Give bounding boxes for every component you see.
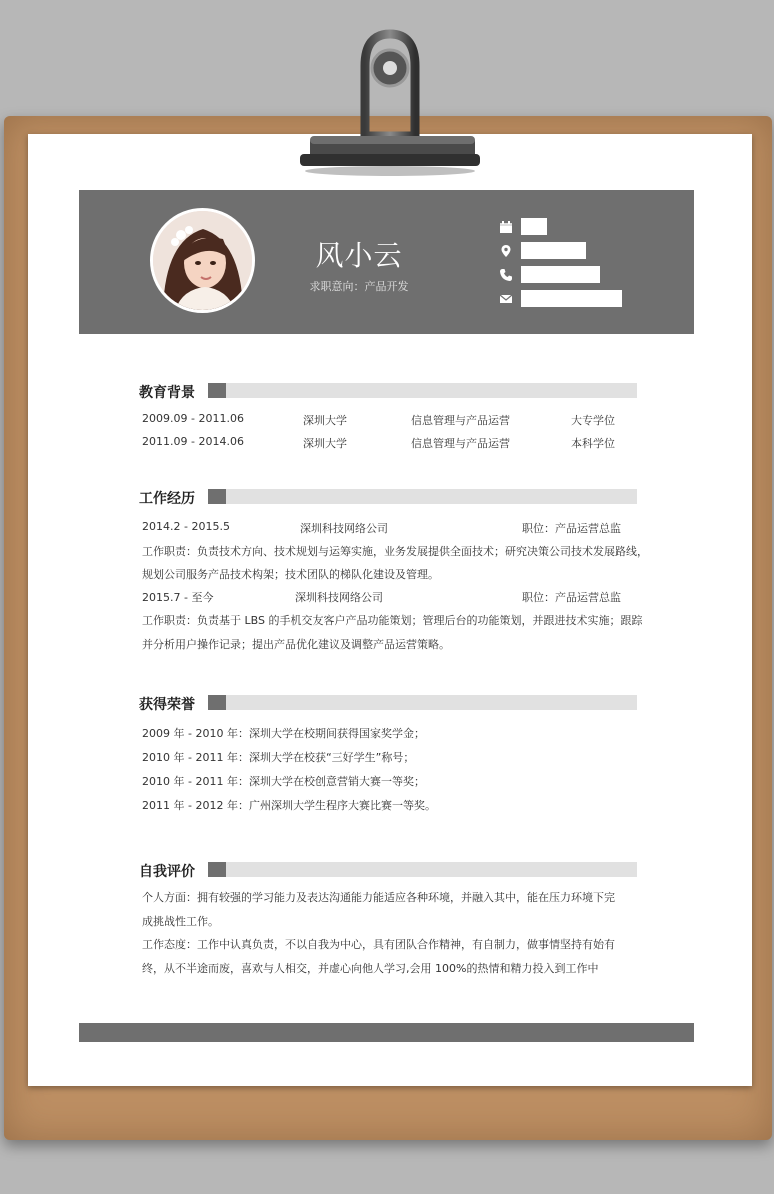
edu-major: 信息管理与产品运营 bbox=[411, 414, 510, 427]
job-intent: 求职意向：产品开发 bbox=[309, 280, 409, 293]
honor-item: 2010 年 - 2011 年：深圳大学在校创意营销大赛一等奖； bbox=[142, 775, 425, 788]
contact-value bbox=[521, 242, 586, 259]
job-period: 2014.2 - 2015.5 bbox=[142, 520, 230, 533]
mail-icon bbox=[499, 292, 513, 306]
section-marker bbox=[208, 489, 226, 504]
honor-item: 2009 年 - 2010 年：深圳大学在校期间获得国家奖学金； bbox=[142, 727, 425, 740]
job-company: 深圳科技网络公司 bbox=[295, 591, 383, 604]
section-title-education: 教育背景 bbox=[139, 385, 195, 401]
contact-value bbox=[521, 290, 622, 307]
edu-degree: 本科学位 bbox=[571, 437, 615, 450]
edu-major: 信息管理与产品运营 bbox=[411, 437, 510, 450]
self-eval-attitude: 工作态度：工作中认真负责，不以自我为中心，具有团队合作精神，有自制力，做事情坚持有始有终，从不半途而废，喜欢与人相交，并虚心向他人学习,会用 100%的热情和精力投入到工作中 bbox=[142, 938, 615, 975]
edu-school: 深圳大学 bbox=[303, 437, 347, 450]
phone-icon bbox=[499, 268, 513, 282]
edu-period: 2009.09 - 2011.06 bbox=[142, 412, 244, 425]
resume-header bbox=[79, 190, 694, 334]
section-divider bbox=[226, 862, 637, 877]
job-position: 职位：产品运营总监 bbox=[522, 522, 621, 535]
contact-value bbox=[521, 218, 547, 235]
section-divider bbox=[226, 695, 637, 710]
binder-clip-icon bbox=[295, 26, 480, 176]
edu-period: 2011.09 - 2014.06 bbox=[142, 435, 244, 448]
avatar-photo bbox=[153, 211, 252, 310]
job-position: 职位：产品运营总监 bbox=[522, 591, 621, 604]
edu-degree: 大专学位 bbox=[571, 414, 615, 427]
section-title-honors: 获得荣誉 bbox=[139, 697, 195, 713]
avatar bbox=[150, 208, 255, 313]
honor-item: 2010 年 - 2011 年：深圳大学在校获“三好学生”称号； bbox=[142, 751, 415, 764]
job-duty: 规划公司服务产品技术构架；技术团队的梯队化建设及管理。 bbox=[142, 568, 439, 581]
section-marker bbox=[208, 383, 226, 398]
self-eval-personal: 个人方面：拥有较强的学习能力及表达沟通能力能适应各种环境，并融入其中，能在压力环境下完成挑战性工作。 bbox=[142, 891, 615, 928]
section-title-self-evaluation: 自我评价 bbox=[139, 864, 195, 880]
job-duty: 工作职责：负责技术方向、技术规划与运筹实施，业务发展提供全面技术；研究决策公司技术发展路线， bbox=[142, 545, 648, 558]
job-company: 深圳科技网络公司 bbox=[300, 522, 388, 535]
candidate-name: 风小云 bbox=[315, 239, 403, 272]
location-pin-icon bbox=[499, 244, 513, 258]
calendar-icon bbox=[499, 220, 513, 234]
section-divider bbox=[226, 489, 637, 504]
honor-item: 2011 年 - 2012 年：广州深圳大学生程序大赛比赛一等奖。 bbox=[142, 799, 436, 812]
section-marker bbox=[208, 862, 226, 877]
contact-value bbox=[521, 266, 600, 283]
section-marker bbox=[208, 695, 226, 710]
section-divider bbox=[226, 383, 637, 398]
job-period: 2015.7 - 至今 bbox=[142, 591, 214, 604]
job-duty: 并分析用户操作记录；提出产品优化建议及调整产品运营策略。 bbox=[142, 638, 450, 651]
job-duty: 工作职责：负责基于 LBS 的手机交友客户产品功能策划；管理后台的功能策划，并跟进技术实施；跟踪 bbox=[142, 614, 643, 627]
edu-school: 深圳大学 bbox=[303, 414, 347, 427]
footer-bar bbox=[79, 1023, 694, 1042]
section-title-work: 工作经历 bbox=[139, 491, 195, 507]
